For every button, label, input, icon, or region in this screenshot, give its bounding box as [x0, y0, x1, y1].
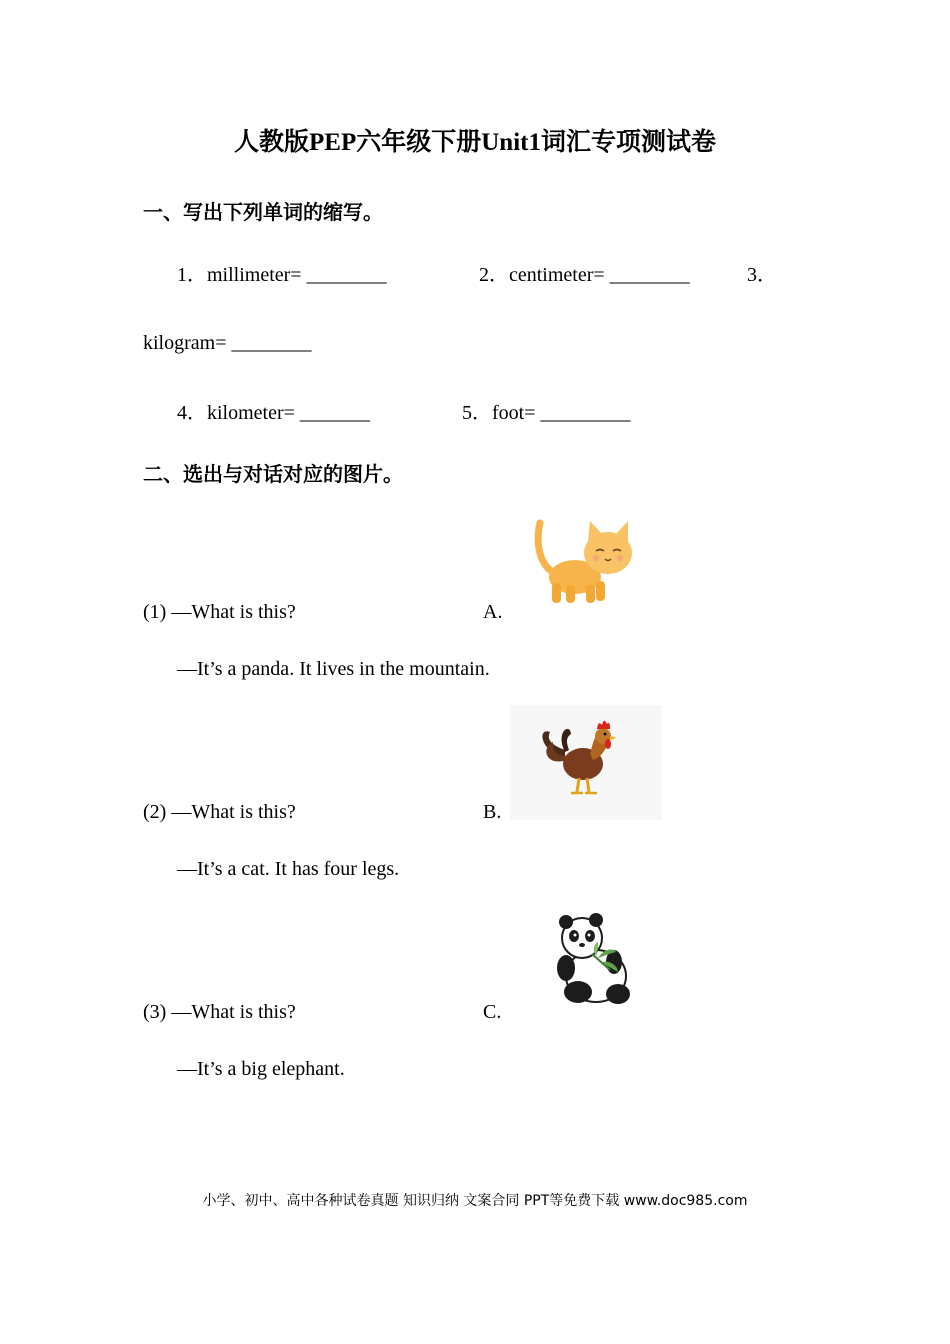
section-1-heading: 一、写出下列单词的缩写。 [143, 200, 383, 224]
cat-picture [530, 515, 640, 610]
item-1: 1．millimeter= ________ [177, 264, 387, 286]
item-3-number: 3． [747, 264, 777, 286]
item-3-text: kilogram= ________ [143, 332, 312, 354]
answer-3: —It’s a big elephant. [177, 1058, 345, 1080]
question-1: (1) —What is this? [143, 601, 296, 623]
cat-icon [538, 521, 632, 603]
item-5: 5．foot= _________ [462, 402, 631, 424]
rooster-icon [542, 721, 617, 793]
option-b-label: B. [483, 801, 502, 823]
rooster-picture [535, 712, 625, 802]
panda-picture [548, 910, 638, 1010]
question-2: (2) —What is this? [143, 801, 296, 823]
answer-1: —It’s a panda. It lives in the mountain. [177, 658, 490, 680]
option-a-label: A. [483, 601, 503, 623]
item-2: 2．centimeter= ________ [479, 264, 690, 286]
option-c-label: C. [483, 1001, 502, 1023]
footer-text: 小学、初中、高中各种试卷真题 知识归纳 文案合同 PPT等免费下载 www.doc985.com [202, 1193, 748, 1209]
panda-icon [557, 913, 630, 1004]
item-4: 4．kilometer= _______ [177, 402, 370, 424]
section-2-heading: 二、选出与对话对应的图片。 [143, 462, 403, 486]
question-3: (3) —What is this? [143, 1001, 296, 1023]
page-title: 人教版PEP六年级下册Unit1词汇专项测试卷 [234, 129, 716, 156]
answer-2: —It’s a cat. It has four legs. [177, 858, 400, 880]
